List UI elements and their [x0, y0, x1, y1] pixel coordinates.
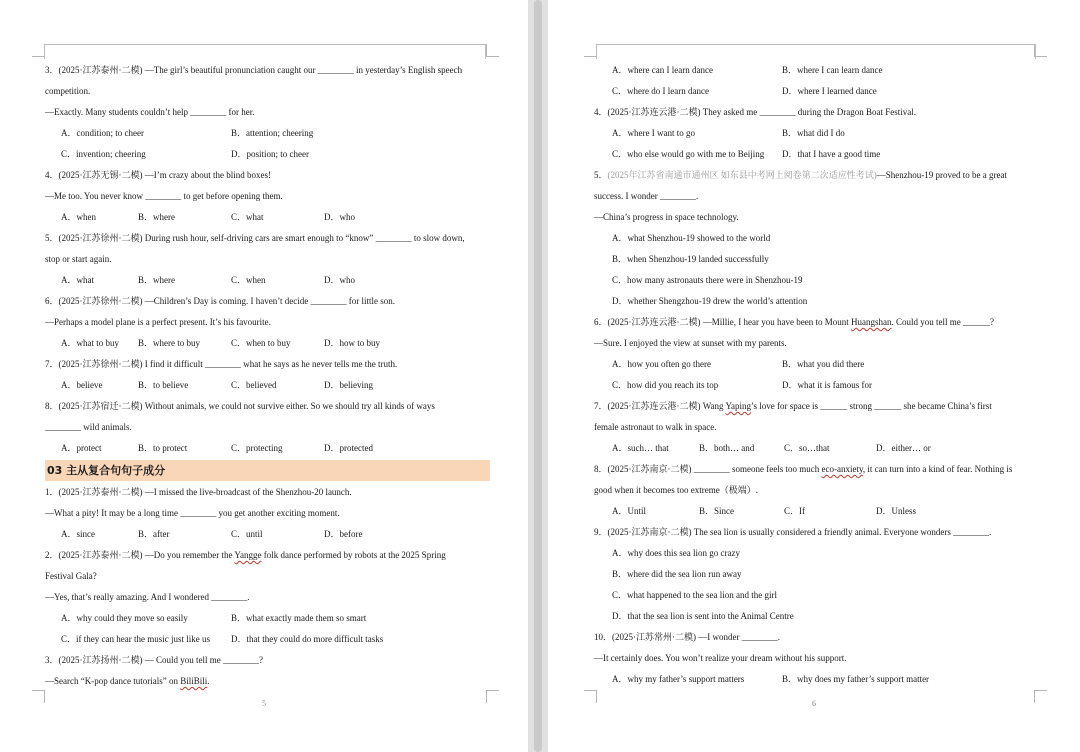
option-c: C．where do I learn dance: [612, 86, 709, 96]
question-text: [594, 396, 1044, 417]
option-c: C．if they can hear the music just like us: [61, 634, 210, 644]
question-text: [594, 165, 1044, 186]
option-c: C．who else would go with me to Beijing: [612, 149, 765, 159]
spellcheck-word: Huangshan: [850, 317, 892, 327]
text-run: ’s love for space is ______ strong ______ she became China’s first: [751, 401, 992, 411]
option-c: C．invention; cheering: [61, 149, 146, 159]
options-row: [45, 123, 490, 144]
option-b: B．when Shenzhou-19 landed successfully: [612, 254, 769, 264]
crop-mark: [486, 690, 499, 703]
option-b: B．both… and: [699, 443, 755, 453]
option-d: D．how to buy: [324, 338, 380, 348]
question-text: stop or start again.: [45, 254, 112, 264]
options-row: [45, 629, 490, 650]
source-note: (2025年江苏省南通市通州区 如东县中考网上阅卷第二次适应性考试): [607, 170, 877, 180]
option-b: B．where I can learn dance: [782, 65, 883, 75]
options-row: [594, 144, 1044, 165]
page-number: 6: [812, 699, 816, 708]
options-row: [594, 438, 1044, 459]
question-text: —What a pity! It may be a long time ________ you get another exciting moment.: [45, 508, 340, 518]
question-text: —Sure. I enjoyed the view at sunset with my parents.: [594, 338, 787, 348]
question-text: 9．(2025·江苏南京·二模) The sea lion is usually considered a friendly animal. Everyone wonders ________.: [594, 527, 992, 537]
option-c: C．protecting: [231, 443, 283, 453]
crop-mark: [584, 690, 597, 703]
text-run: .: [207, 676, 210, 686]
question-text: [45, 671, 490, 692]
option-b: B．after: [138, 529, 170, 539]
option-c: C．how many astronauts there were in Shenzhou-19: [612, 275, 803, 285]
question-text: 4．(2025·江苏无锡·二模) —I’m crazy about the blind boxes!: [45, 170, 271, 180]
spellcheck-word: eco-anxiety: [821, 464, 863, 474]
option-a: A．believe: [61, 380, 103, 390]
option-c: C．so…that: [784, 443, 830, 453]
option-d: D．believing: [324, 380, 373, 390]
option-a: A．what: [61, 275, 94, 285]
page-number: 5: [262, 699, 266, 708]
option-a: A．where I want to go: [612, 128, 695, 138]
option-b: B．attention; cheering: [231, 128, 314, 138]
option-a: A．when: [61, 212, 96, 222]
question-text: 7．(2025·江苏徐州·二模) I find it difficult ________ what he says as he never tells me the truth.: [45, 359, 398, 369]
question-text: 5．(2025·江苏徐州·二模) During rush hour, self-driving cars are smart enough to “know” ________ to slow down,: [45, 233, 465, 243]
question-text: [45, 545, 490, 566]
option-a: A．how you often go there: [612, 359, 711, 369]
question-text: success. I wonder ________.: [594, 191, 699, 201]
question-text: 10．(2025·江苏常州·二模) —I wonder ________.: [594, 632, 780, 642]
crop-mark: [486, 44, 499, 57]
option-b: B．why does my father’s support matter: [782, 674, 930, 684]
option-c: C．what happened to the sea lion and the girl: [612, 590, 777, 600]
header-frame: [44, 44, 486, 59]
option-c: C．what: [231, 212, 264, 222]
spellcheck-word: BiliBili: [180, 676, 208, 686]
options-row: [45, 524, 490, 545]
option-a: A．why could they move so easily: [61, 613, 188, 623]
option-a: A．what to buy: [61, 338, 119, 348]
option-a: A．what Shenzhou-19 showed to the world: [612, 233, 771, 243]
text-run: . Could you tell me ______?: [891, 317, 994, 327]
question-text: good when it becomes too extreme（极端）.: [594, 485, 758, 495]
option-c: C．how did you reach its top: [612, 380, 719, 390]
text-run: 8．(2025·江苏南京·二模) ________ someone feels too much: [594, 464, 822, 474]
text-run: 5．: [594, 170, 608, 180]
question-text: competition.: [45, 86, 91, 96]
text-run: , it can turn into a kind of fear. Nothing is: [862, 464, 1013, 474]
options-row: [594, 669, 1044, 690]
option-d: D．who: [324, 275, 355, 285]
options-row: [45, 438, 490, 459]
option-a: A．condition; to cheer: [61, 128, 144, 138]
option-a: A．why my father’s support matters: [612, 674, 745, 684]
text-run: —Search “K-pop dance tutorials” on: [45, 676, 181, 686]
option-a: A．why does this sea lion go crazy: [612, 548, 740, 558]
option-b: B．what you did there: [782, 359, 865, 369]
spellcheck-word: Yangge: [234, 550, 262, 560]
question-text: ________ wild animals.: [45, 422, 132, 432]
options-row: [45, 375, 490, 396]
question-text: 8．(2025·江苏宿迁·二模) Without animals, we could not survive either. So we should try all kinds of ways: [45, 401, 435, 411]
option-b: B．to protect: [138, 443, 188, 453]
text-run: folk dance performed by robots at the 2025 Spring: [261, 550, 446, 560]
question-text: —Exactly. Many students couldn’t help ________ for her.: [45, 107, 255, 117]
option-d: D．position; to cheer: [231, 149, 309, 159]
text-run: 2．(2025·江苏泰州·二模) —Do you remember the: [45, 550, 235, 560]
question-text: —Yes, that’s really amazing. And I wondered ________.: [45, 592, 250, 602]
question-text: 4．(2025·江苏连云港·二模) They asked me ________ during the Dragon Boat Festival.: [594, 107, 916, 117]
option-d: D．where I learned dance: [782, 86, 877, 96]
header-frame: [596, 44, 1036, 59]
option-d: D．that the sea lion is sent into the Animal Centre: [612, 611, 794, 621]
question-text: 1．(2025·江苏泰州·二模) —I missed the live-broadcast of the Shenzhou-20 launch.: [45, 487, 352, 497]
option-a: A．protect: [61, 443, 102, 453]
text-run: —Shenzhou-19 proved to be a great: [876, 170, 1007, 180]
option-c: C．until: [231, 529, 263, 539]
option-b: B．what exactly made them so smart: [231, 613, 367, 623]
option-d: D．that I have a good time: [782, 149, 881, 159]
options-row: [45, 608, 490, 629]
options-row: [594, 501, 1044, 522]
options-row: [45, 207, 490, 228]
question-text: —China’s progress in space technology.: [594, 212, 739, 222]
question-text: female astronaut to walk in space.: [594, 422, 717, 432]
text-run: 6．(2025·江苏连云港·二模) —Millie, I hear you have been to Mount: [594, 317, 851, 327]
options-row: [45, 333, 490, 354]
options-row: [594, 81, 1044, 102]
options-row: [594, 123, 1044, 144]
option-c: C．when to buy: [231, 338, 291, 348]
option-d: D．before: [324, 529, 363, 539]
option-a: A．Until: [612, 506, 647, 516]
page-6-content: [594, 60, 1044, 690]
option-d: D．Unless: [876, 506, 916, 516]
question-text: —Me too. You never know ________ to get before opening them.: [45, 191, 283, 201]
options-row: [45, 144, 490, 165]
option-d: D．whether Shengzhou-19 drew the world’s attention: [612, 296, 808, 306]
options-row: [594, 354, 1044, 375]
question-text: 6．(2025·江苏徐州·二模) —Children’s Day is coming. I haven’t decide ________ for little son.: [45, 296, 396, 306]
option-b: B．where: [138, 275, 175, 285]
question-text: —Perhaps a model plane is a perfect present. It’s his favourite.: [45, 317, 271, 327]
option-a: A．since: [61, 529, 95, 539]
option-d: D．either… or: [876, 443, 931, 453]
options-row: [594, 60, 1044, 81]
option-c: C．when: [231, 275, 266, 285]
question-text: —It certainly does. You won’t realize your dream without his support.: [594, 653, 847, 663]
option-b: B．Since: [699, 506, 734, 516]
option-d: D．that they could do more difficult tasks: [231, 634, 384, 644]
section-heading: 03 主从复合句句子成分: [45, 460, 490, 481]
question-text: 3．(2025·江苏泰州·二模) —The girl’s beautiful pronunciation caught our ________ in yesterday’s English speech: [45, 65, 463, 75]
spellcheck-word: Yaping: [725, 401, 752, 411]
option-c: C．If: [784, 506, 805, 516]
page-5-content: [45, 60, 490, 692]
option-b: B．what did I do: [782, 128, 845, 138]
crop-mark: [32, 690, 45, 703]
option-d: D．protected: [324, 443, 373, 453]
text-run: 7．(2025·江苏连云港·二模) Wang: [594, 401, 726, 411]
question-text: 3．(2025·江苏扬州·二模) — Could you tell me ________?: [45, 655, 263, 665]
option-a: A．where can I learn dance: [612, 65, 713, 75]
question-text: Festival Gala?: [45, 571, 97, 581]
option-b: B．where to buy: [138, 338, 200, 348]
option-b: B．where: [138, 212, 175, 222]
crop-mark: [1034, 690, 1047, 703]
page-5: [0, 0, 528, 752]
page-6: [548, 0, 1080, 752]
options-row: [45, 270, 490, 291]
option-a: A．such… that: [612, 443, 669, 453]
option-d: D．who: [324, 212, 355, 222]
question-text: [594, 459, 1044, 480]
option-c: C．believed: [231, 380, 277, 390]
question-text: [594, 312, 1044, 333]
option-b: B．where did the sea lion run away: [612, 569, 742, 579]
options-row: [594, 375, 1044, 396]
option-b: B．to believe: [138, 380, 189, 390]
scrollbar-thumb[interactable]: [534, 0, 542, 752]
option-d: D．what it is famous for: [782, 380, 872, 390]
vertical-scrollbar[interactable]: [528, 0, 548, 752]
